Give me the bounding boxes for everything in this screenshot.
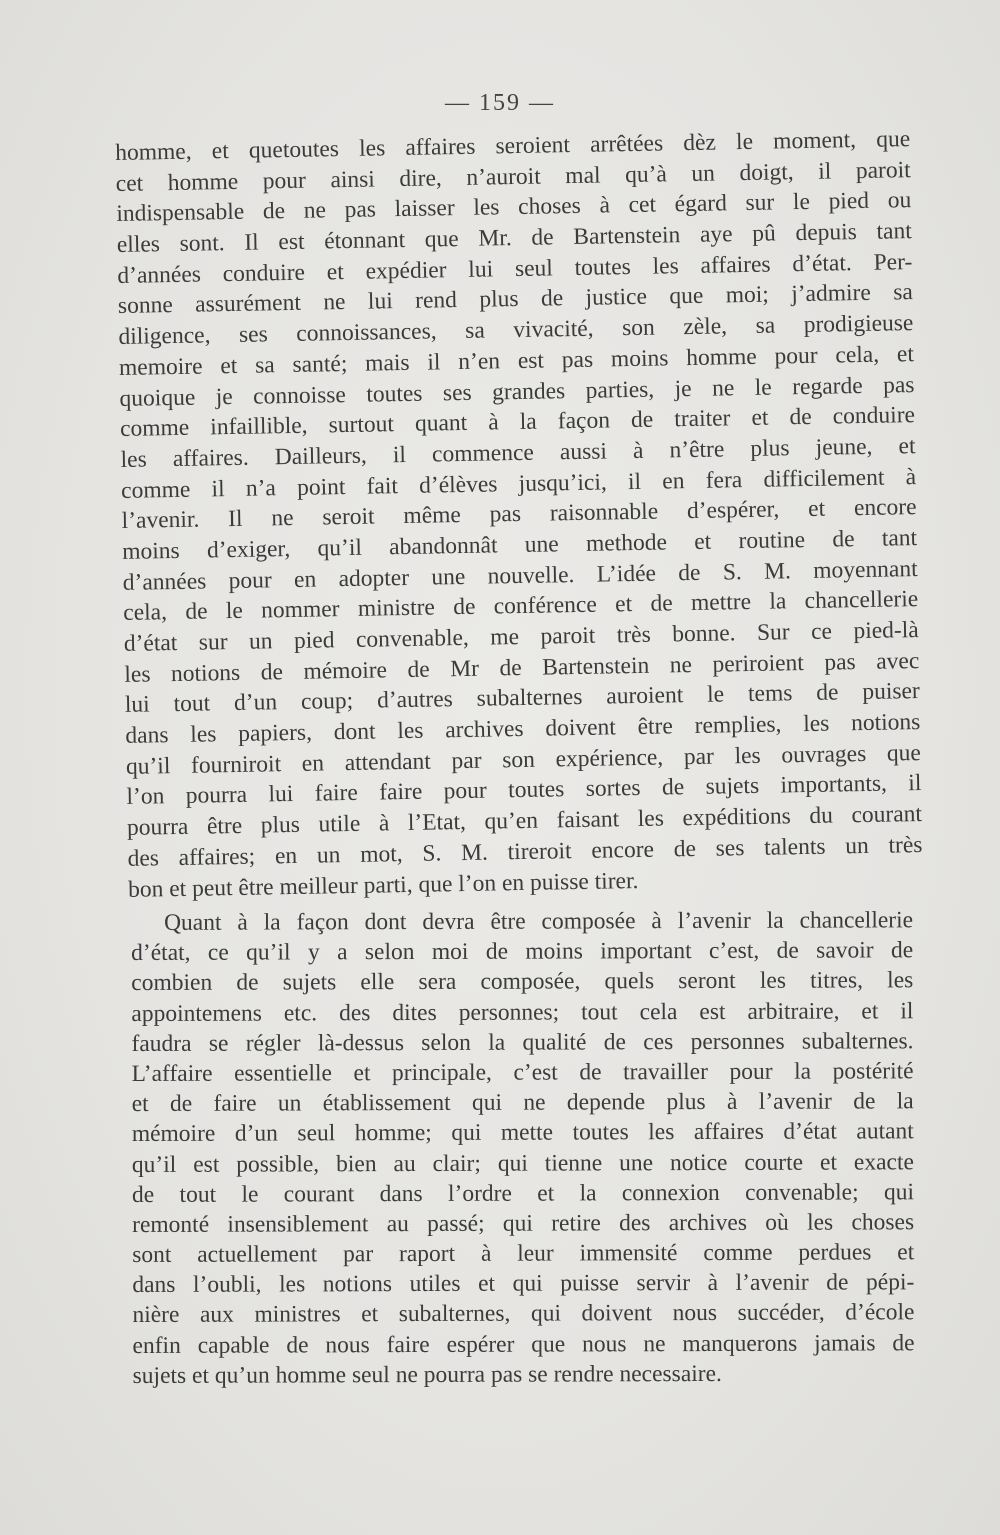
text-line: comme infaillible, surtout quant à la façon de traiter et de conduire: [119, 402, 916, 443]
text-line: indispensable de ne pas laisser les choses à cet égard sur le pied ou: [116, 187, 912, 228]
text-line: L’affaire essentielle et principale, c’est de travailler pour la postérité: [131, 1058, 914, 1087]
text-line: mémoire d’un seul homme; qui mette toutes les affaires d’état autant: [131, 1118, 914, 1148]
text-line: qu’il fourniroit en attendant par son expérience, par les ouvrages que: [125, 739, 922, 780]
text-line: sonne assurément ne lui rend plus de justice que moi; j’admire sa: [117, 279, 914, 320]
text-line: de tout le courant dans l’ordre et la connexion convenable; qui: [131, 1178, 915, 1208]
text-line: les notions de mémoire de Mr de Bartenstein ne periroient pas avec: [124, 647, 920, 688]
text-line: comme il n’a point fait d’élèves jusqu’ici, il en fera difficilement à: [120, 463, 917, 504]
text-line: sont actuellement par raport à leur immensité comme perdues et: [132, 1239, 915, 1269]
paragraph-2: [131, 905, 915, 1391]
text-line: les affaires. Dailleurs, il commence aussi à n’être plus jeune, et: [120, 432, 916, 473]
text-line: dans les papiers, dont les archives doivent être remplies, les notions: [125, 709, 921, 749]
text-line: dans l’oubli, les notions utiles et qui puisse servir à l’avenir de pépi-: [132, 1269, 915, 1299]
text-line: d’années pour en adopter une nouvelle. L’idée de S. M. moyennant: [122, 555, 918, 596]
text-line: sujets et qu’un homme seul ne pourra pas se rendre necessaire.: [132, 1360, 722, 1389]
text-line: elles sont. Il est étonnant que Mr. de Bartenstein aye pû depuis tant: [116, 218, 912, 259]
text-line: l’on pourra lui faire faire pour toutes sortes de sujets importants, il: [126, 770, 922, 811]
text-line: d’années conduire et expédier lui seul toutes les affaires d’état. Per-: [117, 248, 913, 289]
text-line: nière aux ministres et subalternes, qui doivent nous succéder, d’école: [132, 1299, 915, 1329]
paragraph-1: [115, 124, 923, 905]
page-number: — 159 —: [445, 90, 555, 116]
text-line: Quant à la façon dont devra être composée à l’avenir la chancellerie: [164, 907, 914, 936]
text-line: lui tout d’un coup; d’autres subalternes auroient le tems de puiser: [124, 678, 921, 719]
text-line: enfin capable de nous faire espérer que nous ne manquerons jamais de: [132, 1329, 915, 1359]
text-line: d’état sur un pied convenable, me paroit très bonne. Sur ce pied-là: [123, 617, 919, 657]
text-line: quoique je connoisse toutes ses grandes parties, je ne le regarde pas: [119, 371, 915, 412]
text-line: faudra se régler là-dessus selon la qualité de ces personnes subalternes.: [131, 1028, 914, 1057]
text-line: cet homme pour ainsi dire, n’auroit mal qu’à un doigt, il paroit: [115, 156, 911, 197]
text-line: bon et peut être meilleur parti, que l’on en puisse tirer.: [127, 867, 639, 903]
text-line: homme, et quetoutes les affaires seroient arrêtées dèz le moment, que: [115, 126, 911, 166]
text-line: l’avenir. Il ne seroit même pas raisonnable d’espérer, et encore: [121, 494, 917, 535]
text-line: appointemens etc. des dites personnes; tout cela est arbitraire, et il: [131, 997, 914, 1027]
text-line: moins d’exiger, qu’il abandonnât une methode et routine de tant: [121, 525, 918, 565]
text-line: remonté insensiblement au passé; qui retire des archives où les choses: [132, 1209, 915, 1238]
text-line: pourra être plus utile à l’Etat, qu’en faisant les expéditions du courant: [126, 801, 923, 842]
text-line: d’état, ce qu’il y a selon moi de moins important c’est, de savoir de: [131, 937, 914, 967]
text-line: combien de sujets elle sera composée, quels seront les titres, les: [131, 967, 914, 997]
text-line: des affaires; en un mot, S. M. tireroit encore de ses talents un très: [127, 831, 923, 872]
text-line: et de faire un établissement qui ne depende plus à l’avenir de la: [131, 1088, 914, 1118]
text-line: memoire et sa santé; mais il n’en est pas moins homme pour cela, et: [118, 340, 915, 381]
text-line: cela, de le nommer ministre de conférence et de mettre la chancellerie: [123, 586, 919, 627]
text-line: diligence, ses connoissances, sa vivacité, son zèle, sa prodigieuse: [118, 310, 914, 351]
text-line: qu’il est possible, bien au clair; qui tienne une notice courte et exacte: [131, 1148, 914, 1178]
